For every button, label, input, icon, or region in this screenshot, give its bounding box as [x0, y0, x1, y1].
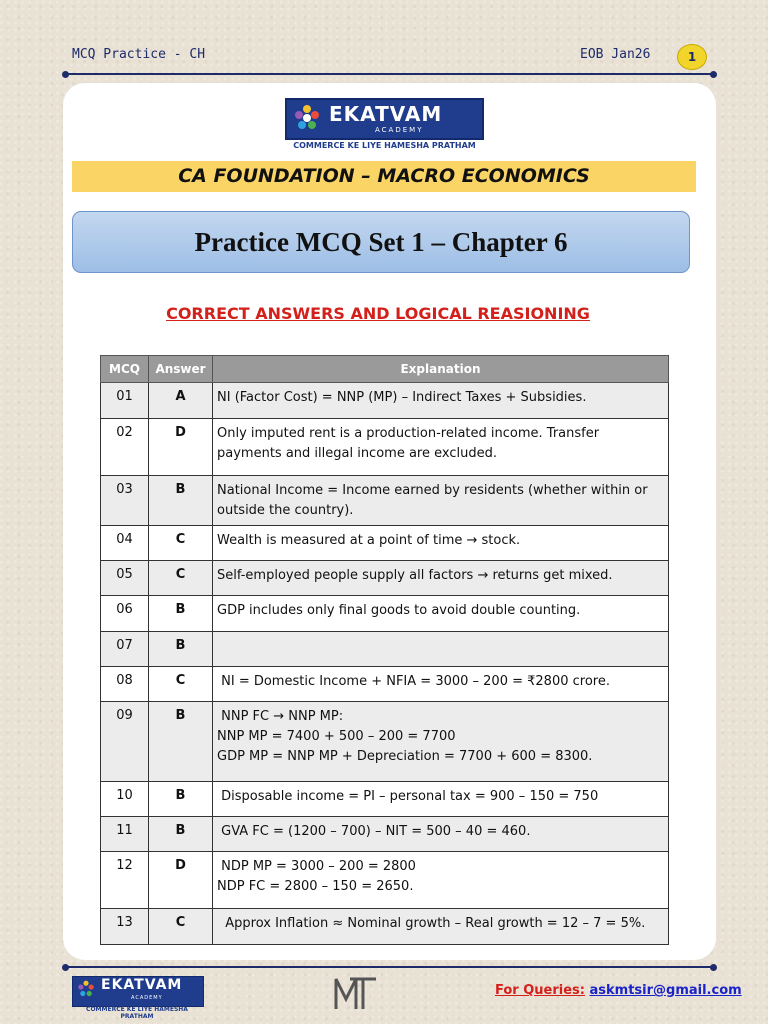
- table-row: [101, 909, 669, 945]
- cell-answer: C: [149, 561, 213, 596]
- cell-answer: B: [149, 817, 213, 852]
- cell-explanation: [213, 782, 669, 817]
- cell-answer: A: [149, 383, 213, 419]
- cell-mcq-number: 06: [101, 596, 149, 632]
- footer-logo-name: EKATVAM: [101, 977, 183, 993]
- explanation-line: National Income = Income earned by residents (whether within or: [217, 483, 648, 498]
- logo-sub: ACADEMY: [375, 126, 424, 134]
- cell-answer: B: [149, 596, 213, 632]
- cell-answer: B: [149, 702, 213, 782]
- table-row: [101, 702, 669, 782]
- cell-answer: D: [149, 419, 213, 476]
- cell-answer: C: [149, 667, 213, 702]
- column-header-explanation: Explanation: [213, 356, 669, 383]
- cell-explanation: [213, 632, 669, 667]
- table-row: [101, 596, 669, 632]
- cell-answer: B: [149, 782, 213, 817]
- page-title: Practice MCQ Set 1 – Chapter 6: [194, 227, 568, 257]
- cell-mcq-number: 13: [101, 909, 149, 945]
- query-email-link[interactable]: askmtsir@gmail.com: [589, 983, 742, 998]
- footer-query: [495, 983, 742, 998]
- cell-mcq-number: 05: [101, 561, 149, 596]
- cell-mcq-number: 04: [101, 526, 149, 561]
- footer-rule-dot-right: [710, 964, 717, 971]
- header-rule-dot-left: [62, 71, 69, 78]
- cell-explanation: [213, 561, 669, 596]
- cell-answer: D: [149, 852, 213, 909]
- explanation-line: NNP FC → NNP MP:: [217, 709, 344, 724]
- explanation-line: NNP MP = 7400 + 500 – 200 = 7700: [217, 729, 456, 744]
- logo-tagline: COMMERCE KE LIYE HAMESHA PRATHAM: [293, 141, 476, 150]
- cell-mcq-number: 02: [101, 419, 149, 476]
- header-rule-dot-right: [710, 71, 717, 78]
- cell-explanation: [213, 817, 669, 852]
- table-row: [101, 632, 669, 667]
- cell-explanation: [213, 476, 669, 526]
- cell-mcq-number: 09: [101, 702, 149, 782]
- section-heading: CORRECT ANSWERS AND LOGICAL REASIONING: [166, 304, 590, 323]
- title-box: [72, 211, 690, 273]
- subject-banner: [72, 161, 696, 192]
- cell-mcq-number: 11: [101, 817, 149, 852]
- explanation-line: payments and illegal income are excluded.: [217, 446, 497, 461]
- column-header-mcq: MCQ: [101, 356, 149, 383]
- footer-logo-tagline: COMMERCE KE LIYE HAMESHA PRATHAM: [86, 1006, 188, 1020]
- column-header-answer: Answer: [149, 356, 213, 383]
- cell-answer: B: [149, 476, 213, 526]
- logo-name: EKATVAM: [329, 102, 443, 126]
- explanation-line: GDP MP = NNP MP + Depreciation = 7700 + 600 = 8300.: [217, 749, 593, 764]
- table-row: [101, 476, 669, 526]
- cell-mcq-number: 08: [101, 667, 149, 702]
- explanation-line: Wealth is measured at a point of time → stock.: [217, 533, 521, 548]
- explanation-line: Disposable income = PI – personal tax = 900 – 150 = 750: [217, 789, 599, 804]
- table-row: [101, 383, 669, 419]
- cell-mcq-number: 10: [101, 782, 149, 817]
- table-row: [101, 561, 669, 596]
- explanation-line: Approx Inflation ≈ Nominal growth – Real growth = 12 – 7 = 5%.: [217, 916, 646, 931]
- cell-explanation: [213, 909, 669, 945]
- explanation-line: NDP FC = 2800 – 150 = 2650.: [217, 879, 414, 894]
- people-circle-icon: [77, 980, 95, 998]
- cell-mcq-number: 07: [101, 632, 149, 667]
- cell-explanation: [213, 596, 669, 632]
- cell-explanation: [213, 419, 669, 476]
- cell-explanation: [213, 702, 669, 782]
- footer-ekatvam-logo: [72, 976, 204, 1007]
- header-rule: [66, 73, 714, 75]
- explanation-line: NI (Factor Cost) = NNP (MP) – Indirect Taxes + Subsidies.: [217, 390, 587, 405]
- table-row: [101, 782, 669, 817]
- cell-explanation: [213, 383, 669, 419]
- query-label: For Queries:: [495, 983, 585, 998]
- cell-explanation: [213, 667, 669, 702]
- footer-rule: [66, 966, 714, 968]
- table-header-row: [101, 356, 669, 383]
- explanation-line: GVA FC = (1200 – 700) – NIT = 500 – 40 = 460.: [217, 824, 531, 839]
- explanation-line: NDP MP = 3000 – 200 = 2800: [217, 859, 416, 874]
- table-row: [101, 526, 669, 561]
- ekatvam-logo: [285, 98, 484, 140]
- footer-rule-dot-left: [62, 964, 69, 971]
- explanation-line: Only imputed rent is a production-related income. Transfer: [217, 426, 600, 441]
- table-row: [101, 817, 669, 852]
- explanation-line: NI = Domestic Income + NFIA = 3000 – 200 = ₹2800 crore.: [217, 674, 610, 689]
- cell-mcq-number: 03: [101, 476, 149, 526]
- table-row: [101, 852, 669, 909]
- subject-text: CA FOUNDATION – MACRO ECONOMICS: [178, 165, 590, 187]
- cell-explanation: [213, 526, 669, 561]
- explanation-line: GDP includes only final goods to avoid double counting.: [217, 603, 581, 618]
- people-circle-icon: [293, 104, 321, 132]
- cell-answer: B: [149, 632, 213, 667]
- table-row: [101, 419, 669, 476]
- footer-logo-sub: ACADEMY: [131, 995, 163, 1001]
- cell-mcq-number: 12: [101, 852, 149, 909]
- header-doc-title: MCQ Practice - CH: [72, 47, 206, 62]
- explanation-line: outside the country).: [217, 503, 354, 518]
- answers-table: [100, 355, 669, 945]
- cell-answer: C: [149, 526, 213, 561]
- cell-mcq-number: 01: [101, 383, 149, 419]
- cell-explanation: [213, 852, 669, 909]
- table-row: [101, 667, 669, 702]
- cell-answer: C: [149, 909, 213, 945]
- header-batch-label: EOB Jan26: [580, 47, 651, 62]
- mt-monogram-icon: [330, 973, 380, 1013]
- explanation-line: Self-employed people supply all factors → returns get mixed.: [217, 568, 613, 583]
- page-number-badge: 1: [677, 44, 707, 70]
